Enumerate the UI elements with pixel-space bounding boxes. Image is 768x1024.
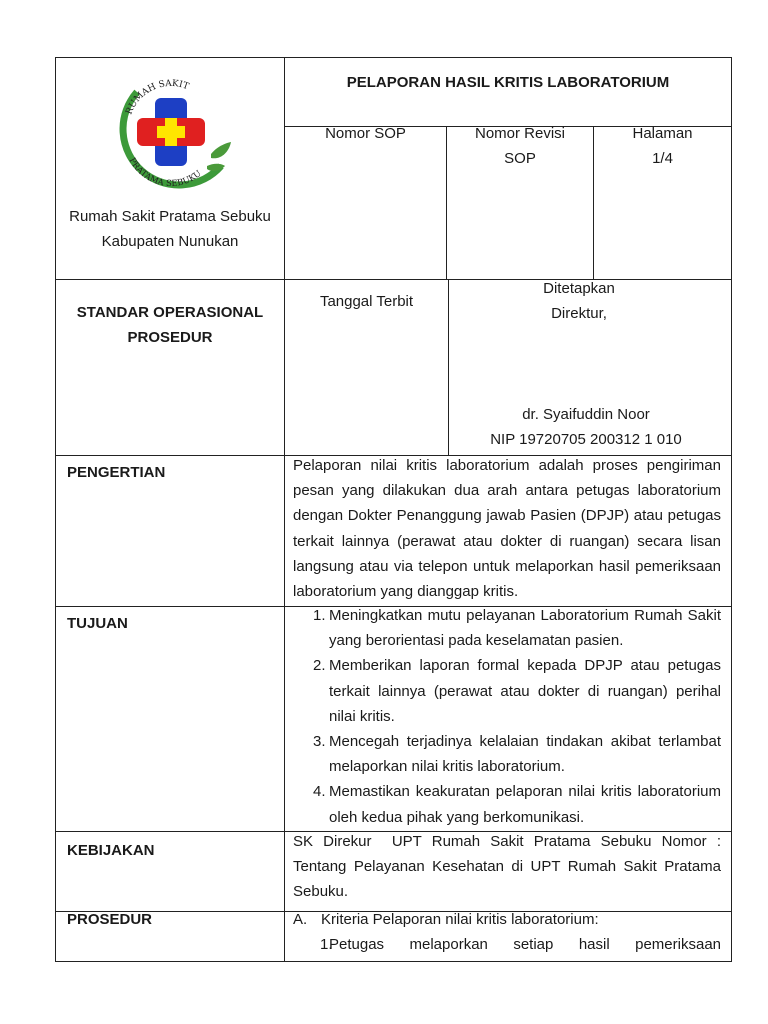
institution-name	[56, 204, 284, 254]
nomor-revisi-line-1: Nomor Revisi	[474, 125, 565, 142]
tujuan-item-num: 1.	[313, 607, 326, 624]
tujuan-item-num: 3.	[313, 733, 326, 751]
halaman-value: 1/4	[652, 150, 673, 168]
table-border-left	[55, 57, 56, 962]
tanggal-terbit-label: Tanggal Terbit	[319, 293, 414, 310]
leaf-icon	[211, 142, 231, 158]
sop-label-line-2: PROSEDUR	[127, 329, 213, 347]
logo-arc-text-bottom: PRATAMA SEBUKU	[126, 156, 204, 190]
prosedur-sub-a-letter: A.	[293, 911, 308, 928]
tujuan-item	[293, 779, 721, 829]
logo-arc-text-top: RUMAH SAKIT	[124, 78, 190, 117]
halaman-label: Halaman	[632, 125, 693, 142]
sop-label-line-1: STANDAR OPERASIONAL	[76, 304, 264, 321]
tujuan-item-num: 2.	[313, 657, 326, 675]
prosedur-sub-a	[293, 907, 721, 932]
prosedur-item-num: 1.	[320, 936, 333, 953]
pengertian-text: Pelaporan nilai kritis laboratorium adalah proses pengiriman pesan yang dilakukan dua arah antara petugas laboratorium dengan Dokter Penanggung jawab Pasien (DPJP) atau petugas terkait lainnya (perawat atau dokter di ruangan) secara lisan langsung atau via telepon untuk melaporkan hasil pemeriksaan laboratorium yang dianggap kritis.	[293, 457, 721, 601]
tujuan-item	[293, 653, 721, 729]
nomor-sop-label: Nomor SOP	[325, 125, 406, 142]
tujuan-item-text: Meningkatkan mutu pelayanan Laboratorium Rumah Sakit yang berorientasi pada keselamatan pasien.	[329, 607, 721, 650]
tujuan-item	[293, 729, 721, 779]
ditetapkan-label: Ditetapkan	[543, 280, 615, 297]
ditetapkan-block	[449, 276, 709, 326]
sop-label	[56, 300, 284, 350]
prosedur-sub-a-text: Kriteria Pelaporan nilai kritis laboratorium:	[321, 911, 599, 928]
document-title: PELAPORAN HASIL KRITIS LABORATORIUM	[346, 74, 670, 91]
signer-nip: NIP 19720705 200312 1 010	[490, 431, 682, 449]
table-border-bottom	[55, 961, 732, 962]
kebijakan-text: SK Direkur UPT Rumah Sakit Pratama Sebuku Nomor : Tentang Pelayanan Kesehatan di UPT Rumah Sakit Pratama Sebuku.	[293, 833, 726, 901]
institution-line-2: Kabupaten Nunukan	[101, 233, 239, 251]
tujuan-item-num: 4.	[313, 783, 326, 801]
tujuan-item-text: Memberikan laporan formal kepada DPJP atau petugas terkait lainnya (perawat atau dokter di ruangan) perihal nilai kritis.	[329, 657, 721, 725]
nomor-revisi-label	[447, 121, 593, 171]
table-border-right	[731, 57, 732, 962]
institution-line-1: Rumah Sakit Pratama Sebuku	[69, 208, 271, 225]
tujuan-item	[293, 603, 721, 653]
prosedur-item-1	[293, 932, 721, 957]
nomor-revisi-line-2: SOP	[504, 150, 536, 168]
tujuan-list	[293, 603, 721, 830]
hospital-logo	[107, 70, 235, 198]
label-column-divider	[284, 57, 285, 962]
halaman-cell	[594, 121, 731, 171]
tujuan-item-text: Memastikan keakuratan pelaporan nilai kritis laboratorium oleh kedua pihak yang berkomunikasi.	[329, 783, 721, 826]
tujuan-label: TUJUAN	[67, 615, 128, 632]
pengertian-label: PENGERTIAN	[67, 464, 166, 481]
prosedur-item-text: Petugas melaporkan setiap hasil pemeriksaan	[329, 936, 721, 953]
kebijakan-label: KEBIJAKAN	[67, 842, 155, 859]
direktur-label: Direktur,	[551, 305, 607, 323]
tujuan-item-text: Mencegah terjadinya kelalaian tindakan akibat terlambat melaporkan nilai kritis laboratorium.	[329, 733, 721, 776]
yellow-cross-center	[157, 126, 185, 138]
prosedur-label: PROSEDUR	[67, 911, 153, 928]
signer-block	[449, 402, 723, 452]
table-border-top	[55, 57, 732, 58]
signer-name: dr. Syaifuddin Noor	[522, 406, 650, 423]
